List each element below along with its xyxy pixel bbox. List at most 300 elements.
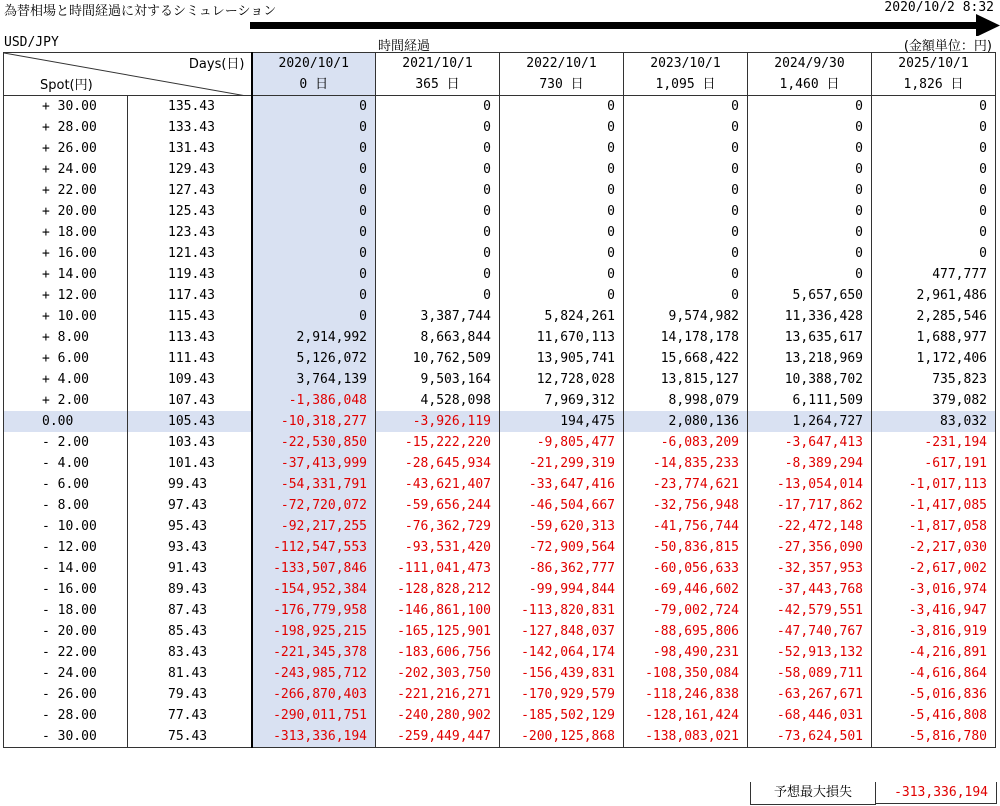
spot-rate-cell: 117.43 xyxy=(128,285,252,306)
value-cell: -58,089,711 xyxy=(748,663,872,684)
value-cell: -176,779,958 xyxy=(252,600,376,621)
table-row xyxy=(4,138,996,159)
simulation-table xyxy=(3,52,996,748)
value-cell: -240,280,902 xyxy=(376,705,500,726)
value-cell: 0 xyxy=(500,201,624,222)
value-cell: 0 xyxy=(872,222,996,243)
value-cell: 0 xyxy=(500,243,624,264)
value-cell: 477,777 xyxy=(872,264,996,285)
value-cell: -76,362,729 xyxy=(376,516,500,537)
value-cell: 0 xyxy=(252,201,376,222)
value-cell: -9,805,477 xyxy=(500,432,624,453)
spot-rate-cell: 77.43 xyxy=(128,705,252,726)
value-cell: 5,126,072 xyxy=(252,348,376,369)
value-cell: -99,994,844 xyxy=(500,579,624,600)
value-cell: -113,820,831 xyxy=(500,600,624,621)
value-cell: -2,617,002 xyxy=(872,558,996,579)
spot-change-cell: + 16.00 xyxy=(4,243,128,264)
value-cell: 15,668,422 xyxy=(624,348,748,369)
table-row xyxy=(4,495,996,516)
value-cell: -5,416,808 xyxy=(872,705,996,726)
value-cell: -127,848,037 xyxy=(500,621,624,642)
value-cell: 0 xyxy=(500,180,624,201)
col-days: 730 日 xyxy=(500,74,624,96)
page-title: 為替相場と時間経過に対するシミュレーション xyxy=(4,4,277,19)
value-cell: 0 xyxy=(376,285,500,306)
table-row xyxy=(4,432,996,453)
spot-rate-cell: 127.43 xyxy=(128,180,252,201)
col-days: 365 日 xyxy=(376,74,500,96)
value-cell: 0 xyxy=(624,264,748,285)
value-cell: 0 xyxy=(500,117,624,138)
value-cell: -231,194 xyxy=(872,432,996,453)
value-cell: 6,111,509 xyxy=(748,390,872,411)
table-row xyxy=(4,306,996,327)
table-row xyxy=(4,516,996,537)
col-days: 1,095 日 xyxy=(624,74,748,96)
value-cell: 0 xyxy=(376,201,500,222)
value-cell: -37,413,999 xyxy=(252,453,376,474)
spot-change-cell: - 26.00 xyxy=(4,684,128,705)
value-cell: -10,318,277 xyxy=(252,411,376,432)
value-cell: 83,032 xyxy=(872,411,996,432)
spot-change-cell: - 8.00 xyxy=(4,495,128,516)
spot-rate-cell: 125.43 xyxy=(128,201,252,222)
value-cell: 9,503,164 xyxy=(376,369,500,390)
value-cell: 0 xyxy=(748,222,872,243)
value-cell: 0 xyxy=(872,180,996,201)
spot-change-cell: - 24.00 xyxy=(4,663,128,684)
value-cell: 0 xyxy=(376,96,500,118)
table-row xyxy=(4,159,996,180)
value-cell: -221,345,378 xyxy=(252,642,376,663)
spot-rate-cell: 91.43 xyxy=(128,558,252,579)
value-cell: -617,191 xyxy=(872,453,996,474)
table-row xyxy=(4,663,996,684)
value-cell: 8,998,079 xyxy=(624,390,748,411)
spot-rate-cell: 75.43 xyxy=(128,726,252,748)
value-cell: -3,816,919 xyxy=(872,621,996,642)
value-cell: -3,647,413 xyxy=(748,432,872,453)
value-cell: -27,356,090 xyxy=(748,537,872,558)
table-row xyxy=(4,726,996,748)
value-cell: -170,929,579 xyxy=(500,684,624,705)
spot-change-cell: - 4.00 xyxy=(4,453,128,474)
value-cell: 0 xyxy=(624,201,748,222)
value-cell: -98,490,231 xyxy=(624,642,748,663)
value-cell: -1,386,048 xyxy=(252,390,376,411)
value-cell: -146,861,100 xyxy=(376,600,500,621)
value-cell: -313,336,194 xyxy=(252,726,376,748)
value-cell: 0 xyxy=(500,138,624,159)
table-row xyxy=(4,705,996,726)
value-cell: -198,925,215 xyxy=(252,621,376,642)
spot-change-cell: - 2.00 xyxy=(4,432,128,453)
spot-rate-cell: 129.43 xyxy=(128,159,252,180)
value-cell: 7,969,312 xyxy=(500,390,624,411)
table-row xyxy=(4,117,996,138)
value-cell: -14,835,233 xyxy=(624,453,748,474)
value-cell: 3,764,139 xyxy=(252,369,376,390)
value-cell: 0 xyxy=(252,159,376,180)
table-row xyxy=(4,369,996,390)
value-cell: -69,446,602 xyxy=(624,579,748,600)
value-cell: 0 xyxy=(748,180,872,201)
value-cell: 0 xyxy=(748,117,872,138)
value-cell: -243,985,712 xyxy=(252,663,376,684)
spot-rate-cell: 131.43 xyxy=(128,138,252,159)
value-cell: 11,670,113 xyxy=(500,327,624,348)
table-row xyxy=(4,537,996,558)
value-cell: -50,836,815 xyxy=(624,537,748,558)
value-cell: -28,645,934 xyxy=(376,453,500,474)
spot-change-cell: + 28.00 xyxy=(4,117,128,138)
value-cell: -5,816,780 xyxy=(872,726,996,748)
value-cell: 0 xyxy=(252,285,376,306)
value-cell: -1,417,085 xyxy=(872,495,996,516)
value-cell: -47,740,767 xyxy=(748,621,872,642)
spot-rate-cell: 101.43 xyxy=(128,453,252,474)
value-cell: 0 xyxy=(624,96,748,118)
table-row xyxy=(4,327,996,348)
value-cell: -108,350,084 xyxy=(624,663,748,684)
value-cell: -22,472,148 xyxy=(748,516,872,537)
spot-change-cell: + 10.00 xyxy=(4,306,128,327)
spot-change-cell: + 26.00 xyxy=(4,138,128,159)
spot-rate-cell: 135.43 xyxy=(128,96,252,118)
value-cell: 0 xyxy=(500,159,624,180)
value-cell: -4,216,891 xyxy=(872,642,996,663)
spot-label: Spot(円) xyxy=(40,78,93,93)
spot-rate-cell: 89.43 xyxy=(128,579,252,600)
value-cell: -259,449,447 xyxy=(376,726,500,748)
value-cell: 13,218,969 xyxy=(748,348,872,369)
value-cell: -266,870,403 xyxy=(252,684,376,705)
value-cell: 0 xyxy=(624,138,748,159)
unit-label: (金額単位：円) xyxy=(903,39,992,54)
spot-change-cell: - 16.00 xyxy=(4,579,128,600)
spot-rate-cell: 121.43 xyxy=(128,243,252,264)
value-cell: 0 xyxy=(376,117,500,138)
spot-change-cell: - 12.00 xyxy=(4,537,128,558)
value-cell: 13,635,617 xyxy=(748,327,872,348)
value-cell: 1,172,406 xyxy=(872,348,996,369)
value-cell: -1,817,058 xyxy=(872,516,996,537)
value-cell: -142,064,174 xyxy=(500,642,624,663)
spot-change-cell: - 10.00 xyxy=(4,516,128,537)
value-cell: 0 xyxy=(500,222,624,243)
value-cell: 0 xyxy=(748,96,872,118)
value-cell: -63,267,671 xyxy=(748,684,872,705)
value-cell: 0 xyxy=(624,285,748,306)
max-loss-value: -313,336,194 xyxy=(875,782,997,804)
value-cell: 0 xyxy=(748,264,872,285)
value-cell: -22,530,850 xyxy=(252,432,376,453)
value-cell: -8,389,294 xyxy=(748,453,872,474)
value-cell: 0 xyxy=(252,264,376,285)
table-row xyxy=(4,285,996,306)
value-cell: -156,439,831 xyxy=(500,663,624,684)
value-cell: 0 xyxy=(252,96,376,118)
value-cell: -93,531,420 xyxy=(376,537,500,558)
value-cell: -73,624,501 xyxy=(748,726,872,748)
value-cell: -21,299,319 xyxy=(500,453,624,474)
spot-rate-cell: 115.43 xyxy=(128,306,252,327)
value-cell: -183,606,756 xyxy=(376,642,500,663)
value-cell: 0 xyxy=(624,159,748,180)
table-row xyxy=(4,558,996,579)
value-cell: 0 xyxy=(500,264,624,285)
col-date: 2021/10/1 xyxy=(376,53,500,75)
value-cell: 0 xyxy=(376,159,500,180)
spot-change-cell: + 8.00 xyxy=(4,327,128,348)
table-row xyxy=(4,180,996,201)
value-cell: 3,387,744 xyxy=(376,306,500,327)
corner-header xyxy=(4,53,252,96)
days-label: Days(日) xyxy=(188,57,245,72)
value-cell: -15,222,220 xyxy=(376,432,500,453)
value-cell: -72,909,564 xyxy=(500,537,624,558)
value-cell: -32,756,948 xyxy=(624,495,748,516)
value-cell: -59,656,244 xyxy=(376,495,500,516)
value-cell: -128,161,424 xyxy=(624,705,748,726)
spot-rate-cell: 119.43 xyxy=(128,264,252,285)
value-cell: 13,905,741 xyxy=(500,348,624,369)
spot-change-cell: + 30.00 xyxy=(4,96,128,118)
value-cell: 12,728,028 xyxy=(500,369,624,390)
value-cell: 14,178,178 xyxy=(624,327,748,348)
col-date: 2023/10/1 xyxy=(624,53,748,75)
value-cell: -2,217,030 xyxy=(872,537,996,558)
value-cell: -3,016,974 xyxy=(872,579,996,600)
value-cell: -138,083,021 xyxy=(624,726,748,748)
table-row xyxy=(4,96,996,118)
value-cell: 0 xyxy=(376,180,500,201)
value-cell: 0 xyxy=(252,306,376,327)
value-cell: -185,502,129 xyxy=(500,705,624,726)
value-cell: 2,080,136 xyxy=(624,411,748,432)
value-cell: 11,336,428 xyxy=(748,306,872,327)
value-cell: -3,926,119 xyxy=(376,411,500,432)
value-cell: -5,016,836 xyxy=(872,684,996,705)
spot-rate-cell: 99.43 xyxy=(128,474,252,495)
col-date: 2022/10/1 xyxy=(500,53,624,75)
value-cell: -42,579,551 xyxy=(748,600,872,621)
table-row xyxy=(4,642,996,663)
value-cell: 0 xyxy=(624,117,748,138)
value-cell: 0 xyxy=(748,243,872,264)
spot-change-cell: + 2.00 xyxy=(4,390,128,411)
col-date: 2025/10/1 xyxy=(872,53,996,75)
value-cell: -112,547,553 xyxy=(252,537,376,558)
value-cell: 0 xyxy=(252,138,376,159)
spot-change-cell: - 18.00 xyxy=(4,600,128,621)
value-cell: 0 xyxy=(500,285,624,306)
value-cell: -23,774,621 xyxy=(624,474,748,495)
spot-change-cell: + 22.00 xyxy=(4,180,128,201)
col-days: 0 日 xyxy=(252,74,376,96)
spot-change-cell: + 18.00 xyxy=(4,222,128,243)
table-row xyxy=(4,348,996,369)
value-cell: 0 xyxy=(872,117,996,138)
table-row xyxy=(4,390,996,411)
value-cell: 0 xyxy=(252,222,376,243)
value-cell: 0 xyxy=(624,222,748,243)
value-cell: -3,416,947 xyxy=(872,600,996,621)
spot-rate-cell: 133.43 xyxy=(128,117,252,138)
col-days: 1,460 日 xyxy=(748,74,872,96)
time-arrow-icon xyxy=(250,14,1000,36)
table-row xyxy=(4,222,996,243)
spot-rate-cell: 107.43 xyxy=(128,390,252,411)
value-cell: -221,216,271 xyxy=(376,684,500,705)
value-cell: -32,357,953 xyxy=(748,558,872,579)
spot-rate-cell: 81.43 xyxy=(128,663,252,684)
col-days: 1,826 日 xyxy=(872,74,996,96)
table-row xyxy=(4,243,996,264)
value-cell: -165,125,901 xyxy=(376,621,500,642)
spot-rate-cell: 113.43 xyxy=(128,327,252,348)
value-cell: 0 xyxy=(748,159,872,180)
spot-rate-cell: 109.43 xyxy=(128,369,252,390)
table-row xyxy=(4,474,996,495)
value-cell: -59,620,313 xyxy=(500,516,624,537)
value-cell: -133,507,846 xyxy=(252,558,376,579)
spot-rate-cell: 123.43 xyxy=(128,222,252,243)
value-cell: 5,657,650 xyxy=(748,285,872,306)
value-cell: -128,828,212 xyxy=(376,579,500,600)
value-cell: -92,217,255 xyxy=(252,516,376,537)
value-cell: -17,717,862 xyxy=(748,495,872,516)
value-cell: 1,264,727 xyxy=(748,411,872,432)
spot-change-cell: + 6.00 xyxy=(4,348,128,369)
value-cell: 0 xyxy=(872,138,996,159)
value-cell: -43,621,407 xyxy=(376,474,500,495)
value-cell: 735,823 xyxy=(872,369,996,390)
value-cell: -72,720,072 xyxy=(252,495,376,516)
table-row xyxy=(4,621,996,642)
value-cell: 0 xyxy=(872,243,996,264)
value-cell: -202,303,750 xyxy=(376,663,500,684)
value-cell: 8,663,844 xyxy=(376,327,500,348)
timestamp: 2020/10/2 8:32 xyxy=(884,0,994,15)
value-cell: -86,362,777 xyxy=(500,558,624,579)
value-cell: 0 xyxy=(376,138,500,159)
spot-rate-cell: 97.43 xyxy=(128,495,252,516)
value-cell: 0 xyxy=(376,222,500,243)
spot-change-cell: + 12.00 xyxy=(4,285,128,306)
currency-pair: USD/JPY xyxy=(4,35,59,50)
table-row xyxy=(4,684,996,705)
value-cell: 0 xyxy=(872,96,996,118)
spot-change-cell: 0.00 xyxy=(4,411,128,432)
value-cell: -6,083,209 xyxy=(624,432,748,453)
value-cell: 13,815,127 xyxy=(624,369,748,390)
value-cell: -46,504,667 xyxy=(500,495,624,516)
spot-change-cell: - 14.00 xyxy=(4,558,128,579)
value-cell: 0 xyxy=(376,243,500,264)
spot-change-cell: + 4.00 xyxy=(4,369,128,390)
spot-rate-cell: 93.43 xyxy=(128,537,252,558)
value-cell: -88,695,806 xyxy=(624,621,748,642)
value-cell: 0 xyxy=(748,201,872,222)
table-row xyxy=(4,411,996,432)
spot-change-cell: - 22.00 xyxy=(4,642,128,663)
table-row xyxy=(4,264,996,285)
max-loss-label: 予想最大損失 xyxy=(750,782,876,805)
spot-rate-cell: 95.43 xyxy=(128,516,252,537)
table-row xyxy=(4,579,996,600)
value-cell: 10,762,509 xyxy=(376,348,500,369)
value-cell: -33,647,416 xyxy=(500,474,624,495)
value-cell: -37,443,768 xyxy=(748,579,872,600)
col-date: 2020/10/1 xyxy=(252,53,376,75)
spot-rate-cell: 85.43 xyxy=(128,621,252,642)
value-cell: 0 xyxy=(872,201,996,222)
value-cell: 0 xyxy=(252,180,376,201)
col-date: 2024/9/30 xyxy=(748,53,872,75)
value-cell: -290,011,751 xyxy=(252,705,376,726)
spot-rate-cell: 83.43 xyxy=(128,642,252,663)
time-label: 時間経過 xyxy=(378,39,431,54)
value-cell: 0 xyxy=(624,180,748,201)
value-cell: 5,824,261 xyxy=(500,306,624,327)
value-cell: -13,054,014 xyxy=(748,474,872,495)
table-row xyxy=(4,453,996,474)
spot-change-cell: - 30.00 xyxy=(4,726,128,748)
spot-change-cell: + 24.00 xyxy=(4,159,128,180)
value-cell: -52,913,132 xyxy=(748,642,872,663)
value-cell: -111,041,473 xyxy=(376,558,500,579)
value-cell: -60,056,633 xyxy=(624,558,748,579)
spot-rate-cell: 103.43 xyxy=(128,432,252,453)
value-cell: -200,125,868 xyxy=(500,726,624,748)
value-cell: 0 xyxy=(252,243,376,264)
spot-change-cell: - 6.00 xyxy=(4,474,128,495)
spot-change-cell: - 28.00 xyxy=(4,705,128,726)
value-cell: 2,914,992 xyxy=(252,327,376,348)
value-cell: 2,285,546 xyxy=(872,306,996,327)
value-cell: 9,574,982 xyxy=(624,306,748,327)
value-cell: -118,246,838 xyxy=(624,684,748,705)
spot-change-cell: + 20.00 xyxy=(4,201,128,222)
value-cell: 0 xyxy=(748,138,872,159)
value-cell: 379,082 xyxy=(872,390,996,411)
value-cell: -4,616,864 xyxy=(872,663,996,684)
value-cell: -54,331,791 xyxy=(252,474,376,495)
spot-change-cell: + 14.00 xyxy=(4,264,128,285)
value-cell: -154,952,384 xyxy=(252,579,376,600)
value-cell: 10,388,702 xyxy=(748,369,872,390)
value-cell: 0 xyxy=(252,117,376,138)
value-cell: 0 xyxy=(500,96,624,118)
table-row xyxy=(4,201,996,222)
value-cell: 194,475 xyxy=(500,411,624,432)
value-cell: -1,017,113 xyxy=(872,474,996,495)
spot-rate-cell: 105.43 xyxy=(128,411,252,432)
value-cell: 4,528,098 xyxy=(376,390,500,411)
spot-rate-cell: 79.43 xyxy=(128,684,252,705)
value-cell: 0 xyxy=(872,159,996,180)
spot-change-cell: - 20.00 xyxy=(4,621,128,642)
value-cell: -68,446,031 xyxy=(748,705,872,726)
value-cell: 0 xyxy=(376,264,500,285)
value-cell: -79,002,724 xyxy=(624,600,748,621)
spot-rate-cell: 87.43 xyxy=(128,600,252,621)
spot-rate-cell: 111.43 xyxy=(128,348,252,369)
value-cell: 1,688,977 xyxy=(872,327,996,348)
value-cell: -41,756,744 xyxy=(624,516,748,537)
